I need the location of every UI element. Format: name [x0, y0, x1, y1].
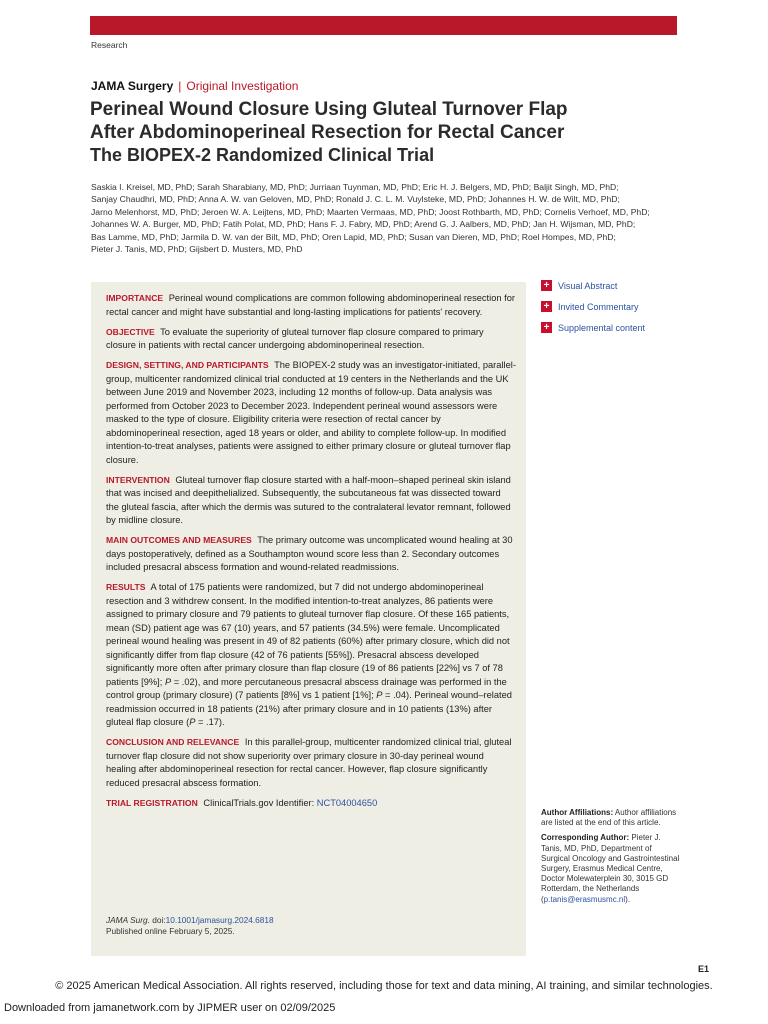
abstract-results: [106, 581, 516, 730]
citation-doi-prefix: doi:: [149, 915, 166, 925]
journal-separator: |: [178, 79, 182, 93]
abstract-heading: OBJECTIVE: [106, 326, 155, 337]
corresponding-author: [541, 833, 681, 904]
p-value-label: P: [164, 676, 172, 687]
abstract-text: To evaluate the superiority of gluteal turnover flap closure compared to primary closure in patients with rectal cancer undergoing abdominoperineal resection.: [106, 326, 484, 350]
copyright-notice: © 2025 American Medical Association. All rights reserved, including those for text and data mining, AI training, and similar technologies.: [55, 980, 713, 992]
abstract-text: The BIOPEX-2 study was an investigator-initiated, parallel-group, multicenter randomized clinical trial conducted at 19 centers in the Netherlands and the UK between June 2019 and November 2023, including 12 months of follow-up. Data analysis was performed from October 2023 to December 2023. Independent perineal wound assessors were masked to the type of closure. Eligibility criteria were resection of rectal cancer by abdominoperineal resection, aged 18 years or older, and ability to complete follow-up. In modified intention-to-treat analyses, patients were assigned to either primary closure or gluteal turnover flap closure.: [106, 360, 516, 465]
abstract-text: The primary outcome was uncomplicated wound healing at 30 days postoperatively, defined as a Southampton wound score less than 2. Secondary outcomes included presacral abscess formation and wound-related readmissions.: [106, 535, 513, 572]
abstract-heading: CONCLUSION AND RELEVANCE: [106, 737, 240, 747]
abstract-importance: [106, 292, 516, 319]
corresponding-text: Pieter J. Tanis, MD, PhD, Department of Surgical Oncology and Gastrointestinal Surgery, Erasmus Medical Centre, Doctor Molewaterplein 30, 3015 GD Rotterdam, the Netherlands (: [541, 833, 680, 904]
citation: [106, 915, 274, 937]
abstract-text: = .04). Perineal wound–related readmission occurred in 18 patients (21%) after primary closure and in 10 patients (13%) after gluteal flap closure (: [106, 690, 512, 727]
plus-icon: +: [541, 280, 552, 291]
email-link[interactable]: p.tanis@erasmusmc.nl: [543, 894, 626, 904]
author-line: Sanjay Chaudhri, MD, PhD; Anna A. W. van Geloven, MD, PhD; Ronald J. C. L. M. Vuylsteke, MD, PhD; Johannes H. W. de Wilt, MD, PhD;: [91, 194, 620, 205]
abstract-text: Perineal wound complications are common following abdominoperineal resection for rectal cancer and might have substantial and long-lasting implications for patients' recovery.: [106, 293, 515, 317]
invited-commentary-link[interactable]: [541, 296, 711, 317]
affiliations-heading: Author Affiliations:: [541, 808, 614, 817]
abstract-conclusion: [106, 736, 516, 790]
abstract-text: = .17).: [195, 717, 225, 727]
affiliations-note: [541, 808, 681, 828]
abstract-text: In this parallel-group, multicenter randomized clinical trial, gluteal turnover flap closure did not show superiority over primary closure in 30-day perineal wound healing after abdominoperineal resection for rectal cancer. However, flap closure significantly reduced presacral abscess formation.: [106, 737, 512, 788]
abstract-design: [106, 359, 516, 467]
affiliations-text: Author affiliations are listed at the end of this article.: [541, 808, 677, 828]
trial-id-link[interactable]: NCT04004650: [316, 797, 378, 808]
abstract-box: [91, 282, 526, 956]
article-type: Original Investigation: [186, 79, 299, 93]
abstract-heading: TRIAL REGISTRATION: [106, 797, 198, 808]
author-line: Saskia I. Kreisel, MD, PhD; Sarah Sharabiany, MD, PhD; Jurriaan Tuynman, MD, PhD; Eric H. J. Belgers, MD, PhD; Baljit Singh, MD, PhD;: [91, 182, 619, 192]
side-links: [541, 275, 711, 338]
side-link-label: Supplemental content: [558, 322, 646, 333]
plus-icon: +: [541, 301, 552, 312]
article-title: [90, 98, 650, 144]
abstract-text: Gluteal turnover flap closure started with a half-moon–shaped perineal skin island that was incised and deepithelialized. Subsequently, the subcutaneous fat was dissected toward the gluteal fascia, after which the dermis was sutured to the contralateral levator remnant, followed by midline closure.: [106, 474, 511, 525]
abstract-heading: RESULTS: [106, 582, 146, 592]
section-label: Research: [91, 40, 128, 50]
p-value-label: P: [189, 717, 196, 727]
supplemental-content-link[interactable]: [541, 317, 711, 338]
abstract-content: [106, 292, 516, 817]
doi-link[interactable]: 10.1001/jamasurg.2024.6818: [165, 915, 274, 925]
abstract-trial-registration: [106, 797, 516, 811]
article-subtitle: The BIOPEX-2 Randomized Clinical Trial: [90, 145, 435, 165]
abstract-heading: MAIN OUTCOMES AND MEASURES: [106, 535, 252, 545]
title-line-2: After Abdominoperineal Resection for Rectal Cancer: [90, 122, 565, 143]
author-affiliations: [541, 808, 681, 910]
journal-line: [91, 79, 298, 93]
side-link-label: Visual Abstract: [558, 280, 618, 291]
journal-name: JAMA Surgery: [91, 79, 174, 93]
citation-journal: JAMA Surg.: [106, 915, 150, 925]
author-line: Bas Lamme, MD, PhD; Jarmila D. W. van der Bilt, MD, PhD; Oren Lapid, MD, PhD; Susan van Dieren, MD, PhD; Roel Hompes, MD, PhD;: [91, 231, 616, 242]
visual-abstract-link[interactable]: [541, 275, 711, 296]
p-value-label: P: [376, 690, 383, 700]
abstract-intervention: [106, 474, 516, 528]
side-link-label: Invited Commentary: [558, 301, 639, 312]
plus-icon: +: [541, 322, 552, 333]
header-color-bar: [90, 16, 677, 35]
abstract-objective: [106, 326, 516, 353]
abstract-heading: IMPORTANCE: [106, 293, 164, 303]
download-note: Downloaded from jamanetwork.com by JIPMER user on 02/09/2025: [4, 1002, 336, 1014]
author-line: Jarno Melenhorst, MD, PhD; Jeroen W. A. Leijtens, MD, PhD; Maarten Vermaas, MD, PhD; Joost Rothbarth, MD, PhD; Cornelis Verhoef, MD, PhD;: [91, 206, 650, 217]
published-date: Published online February 5, 2025.: [106, 926, 235, 936]
page-number: E1: [698, 964, 710, 974]
corresponding-close: ).: [625, 894, 631, 904]
abstract-heading: DESIGN, SETTING, AND PARTICIPANTS: [106, 360, 269, 370]
author-line: Pieter J. Tanis, MD, PhD; Gijsbert D. Musters, MD, PhD: [91, 244, 303, 255]
corresponding-heading: Corresponding Author:: [541, 833, 630, 843]
title-line-1: Perineal Wound Closure Using Gluteal Turnover Flap: [90, 99, 568, 120]
author-line: Johannes W. A. Burger, MD, PhD; Fatih Polat, MD, PhD; Hans F. J. Fabry, MD, PhD; Arend G. J. Aalbers, MD, PhD; Jan H. Wijsman, MD, PhD;: [91, 219, 636, 230]
author-list: [91, 181, 661, 255]
abstract-text: A total of 175 patients were randomized, but 7 did not undergo abdominoperineal resection and 3 withdrew consent. In the modified intention-to-treat analyzes, 86 patients were assigned to primary closure and 79 patients to gluteal turnover flap closure. Of these 165 patients, mean (SD) patient age was 67 (10) years, and 57 patients (34.5%) were female. Uncomplicated perineal wound healing was present in 49 of 82 patients (60%) after primary closure, which did not significantly differ from flap closure (42 of 76 patients [55%]). Presacral abscess developed significantly more often after primary closure than flap closure (19 of 86 patients [22%] vs 7 of 78 patients [9%];: [106, 582, 510, 687]
abstract-heading: INTERVENTION: [106, 474, 170, 485]
abstract-text: = .02), and more percutaneous presacral abscess drainage was performed in the control group (primary closure) (7 patients [8%] vs 1 patient [1%];: [106, 676, 507, 700]
abstract-outcomes: [106, 534, 516, 575]
abstract-text: ClinicalTrials.gov Identifier:: [203, 797, 315, 808]
